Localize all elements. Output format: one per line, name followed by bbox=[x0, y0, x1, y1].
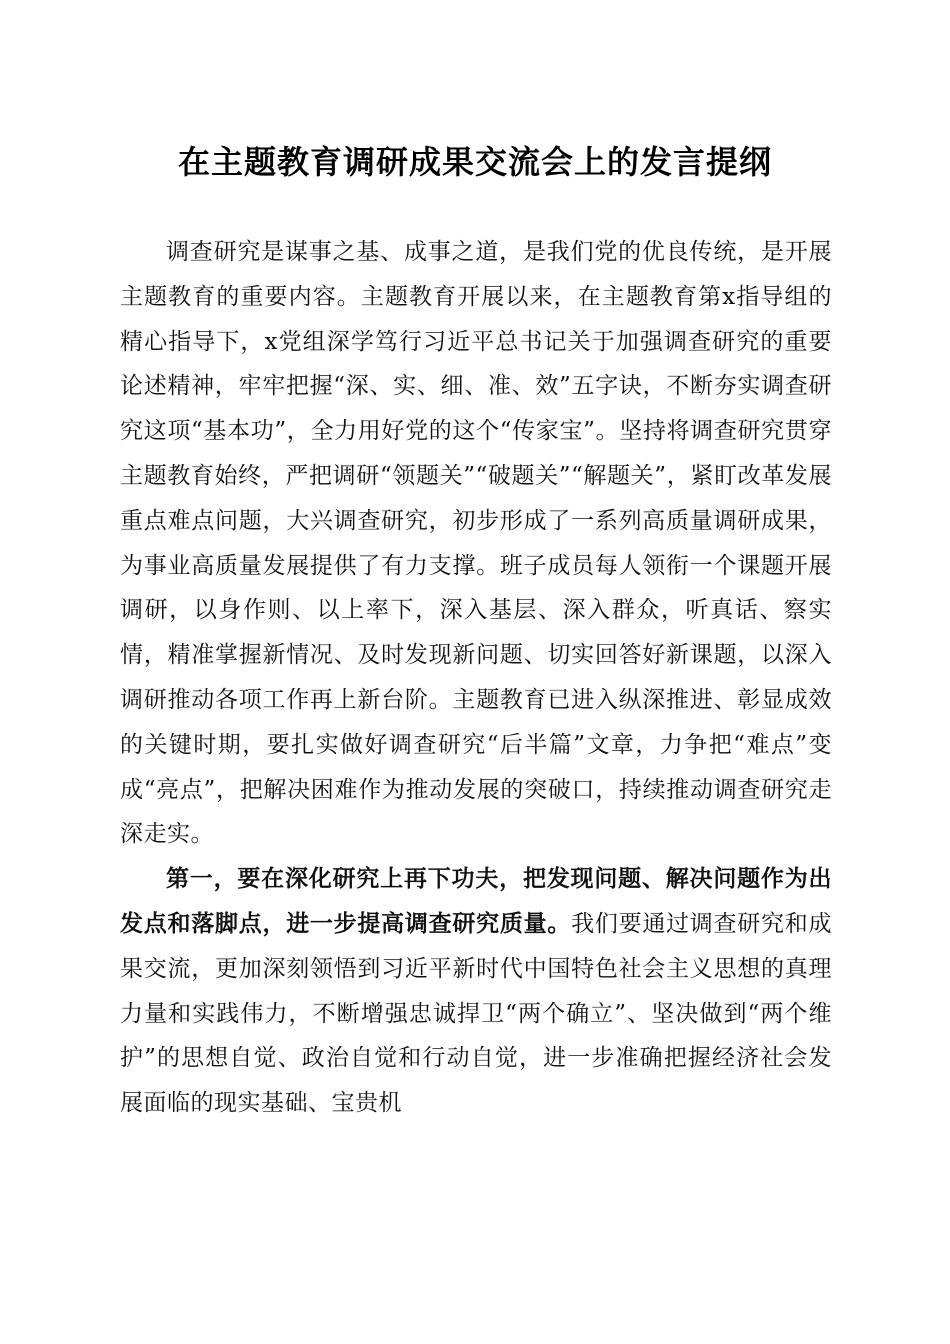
paragraph-point-one-text: 我们要通过调查研究和成果交流，更加深刻领悟到习近平新时代中国特色社会主义思想的真理力量和实践伟力，不断增强忠诚捍卫“两个确立”、坚决做到“两个维护”的思想自觉、政治自觉和行动自觉，进一步准确把握经济社会发展面临的现实基础、宝贵机 bbox=[120, 910, 833, 1117]
paragraph-point-one bbox=[120, 857, 832, 1126]
paragraph-intro-text: 调查研究是谋事之基、成事之道，是我们党的优良传统，是开展主题教育的重要内容。主题教育开展以来，在主题教育第x指导组的精心指导下，x党组深学笃行习近平总书记关于加强调查研究的重要论述精神，牢牢把握“深、实、细、准、效”五字诀，不断夯实调查研究这项“基本功”，全力用好党的这个“传家宝”。坚持将调查研究贯穿主题教育始终，严把调研“领题关”“破题关”“解题关”，紧盯改革发展重点难点问题，大兴调查研究，初步形成了一系列高质量调研成果，为事业高质量发展提供了有力支撑。班子成员每人领衔一个课题开展调研，以身作则、以上率下，深入基层、深入群众，听真话、察实情，精准掌握新情况、及时发现新问题、切实回答好新课题，以深入调研推动各项工作再上新台阶。主题教育已进入纵深推进、彰显成效的关键时期，要扎实做好调查研究“后半篇”文章，力争把“难点”变成“亮点”，把解决困难作为推动发展的突破口，持续推动调查研究走深走实。 bbox=[120, 239, 832, 848]
paragraph-intro bbox=[120, 230, 832, 857]
paragraph-point-one-heading: 第一，要在深化研究上再下功夫，把发现问题、解决问题作为出发点和落脚点，进一步提高调查研究质量。 bbox=[120, 866, 832, 937]
document-body bbox=[120, 230, 832, 1126]
document-title: 在主题教育调研成果交流会上的发言提纲 bbox=[177, 143, 772, 181]
